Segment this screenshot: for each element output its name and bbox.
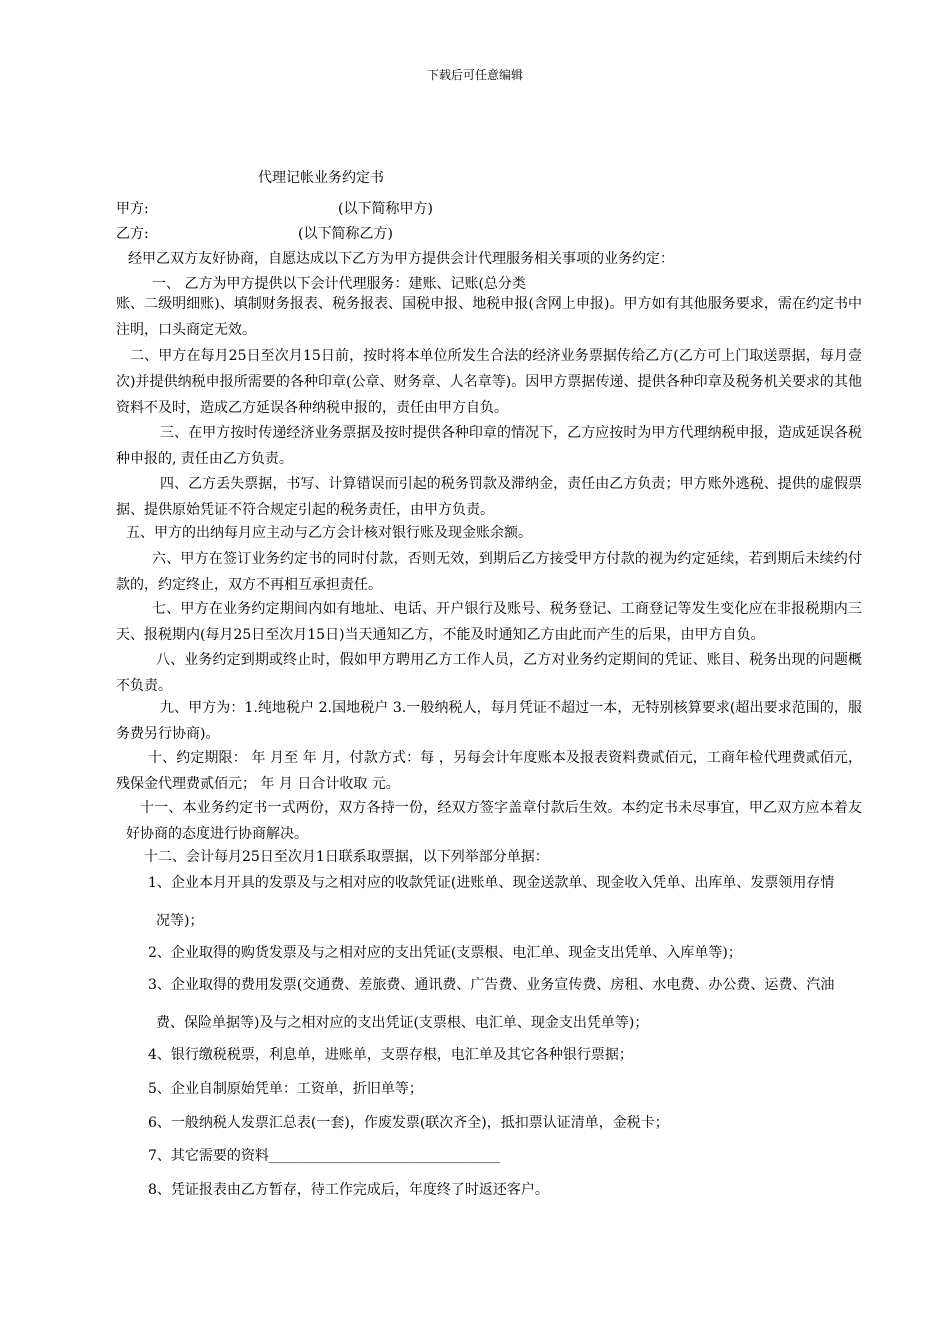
clause-1-first-line: 一、 乙方为甲方提供以下会计代理服务：建账、记账(总分类 xyxy=(152,276,526,292)
clause-12: 十二、会计每月25日至次月1日联系取票据，以下列举部分单据： xyxy=(144,849,549,865)
clause-5: 五、甲方的出纳每月应主动与乙方会计核对银行账及现金账余额。 xyxy=(126,525,532,541)
clause-7: 七、甲方在业务约定期间内如有地址、电话、开户银行及账号、税务登记、工商登记等发生变化应在非报税期内三天、报税期内(每月25日至次月15日)当天通知乙方，不能及时通知乙方由此而产生的后果，由甲方自负。 xyxy=(116,601,862,643)
party-a-note: (以下简称甲方) xyxy=(338,201,433,217)
document-title: 代理记帐业务约定书 xyxy=(258,170,384,186)
party-b-note: (以下简称乙方) xyxy=(298,226,393,242)
list-item-7: 7、其它需要的资料_________________________________ xyxy=(148,1148,500,1164)
clause-6: 六、甲方在签订业务约定书的同时付款，否则无效，到期后乙方接受甲方付款的视为约定延续，若到期后未续约付款的，约定终止，双方不再相互承担责任。 xyxy=(116,551,862,593)
list-item-4: 4、银行缴税税票，利息单，进账单，支票存根，电汇单及其它各种银行票据； xyxy=(148,1047,633,1063)
intro-paragraph: 经甲乙双方友好协商，自愿达成以下乙方为甲方提供会计代理服务相关事项的业务约定： xyxy=(128,251,674,267)
clause-9: 九、甲方为：1.纯地税户 2.国地税户 3.一般纳税人，每月凭证不超过一本，无特别核算要求(超出要求范围的，服务费另行协商)。 xyxy=(116,700,862,742)
list-item-3-continued: 费、保险单据等)及与之相对应的支出凭证(支票根、电汇单、现金支出凭单等)； xyxy=(156,1015,649,1031)
party-b-label: 乙方: xyxy=(116,226,149,242)
list-item-3: 3、企业取得的费用发票(交通费、差旅费、通讯费、广告费、业务宣传费、房租、水电费、办公费、运费、汽油 xyxy=(148,977,835,993)
clause-11: 十一、本业务约定书一式两份，双方各持一份，经双方签字盖章付款后生效。本约定书未尽事宜，甲乙双方应本着友好协商的态度进行协商解决。 xyxy=(126,800,862,842)
list-item-2: 2、企业取得的购货发票及与之相对应的支出凭证(支票根、电汇单、现金支出凭单、入库单等)； xyxy=(148,945,742,961)
clause-3: 三、在甲方按时传递经济业务票据及按时提供各种印章的情况下，乙方应按时为甲方代理纳税申报，造成延误各税种申报的, 责任由乙方负责。 xyxy=(116,425,862,467)
clause-4: 四、乙方丢失票据，书写、计算错误而引起的税务罚款及滞纳金，责任由乙方负责；甲方账外逃税、提供的虚假票据、提供原始凭证不符合规定引起的税务责任，由甲方负责。 xyxy=(116,476,862,518)
clause-2: 二、甲方在每月25日至次月15日前，按时将本单位所发生合法的经济业务票据传给乙方(乙方可上门取送票据，每月壹次)并提供纳税申报所需要的各种印章(公章、财务章、人名章等)。因甲方票据传递、提供各种印章及税务机关要求的其他资料不及时，造成乙方延误各种纳税申报的，责任由甲方自负。 xyxy=(116,348,862,416)
clause-8: 八、业务约定到期或终止时，假如甲方聘用乙方工作人员，乙方对业务约定期间的凭证、账目、税务出现的问题概不负责。 xyxy=(116,652,862,694)
list-item-1-continued: 况等)； xyxy=(156,913,204,929)
party-a-label: 甲方: xyxy=(116,201,149,217)
clause-1: 账、二级明细账)、填制财务报表、税务报表、国税申报、地税申报(含网上申报)。甲方如有其他服务要求，需在约定书中注明，口头商定无效。 xyxy=(116,296,862,338)
page-header: 下载后可任意编辑 xyxy=(426,68,523,82)
list-item-8: 8、凭证报表由乙方暂存，待工作完成后，年度终了时返还客户。 xyxy=(148,1182,549,1198)
list-item-1: 1、企业本月开具的发票及与之相对应的收款凭证(进账单、现金送款单、现金收入凭单、出库单、发票领用存情 xyxy=(148,875,835,891)
clause-10: 十、约定期限： 年 月至 年 月，付款方式：每 ，另每会计年度账本及报表资料费贰佰元，工商年检代理费贰佰元，残保金代理费贰佰元； 年 月 日合计收取 元。 xyxy=(116,750,862,792)
list-item-6: 6、一般纳税人发票汇总表(一套)，作废发票(联次齐全)，抵扣票认证清单，金税卡； xyxy=(148,1115,669,1131)
list-item-5: 5、企业自制原始凭单：工资单，折旧单等； xyxy=(148,1081,423,1097)
